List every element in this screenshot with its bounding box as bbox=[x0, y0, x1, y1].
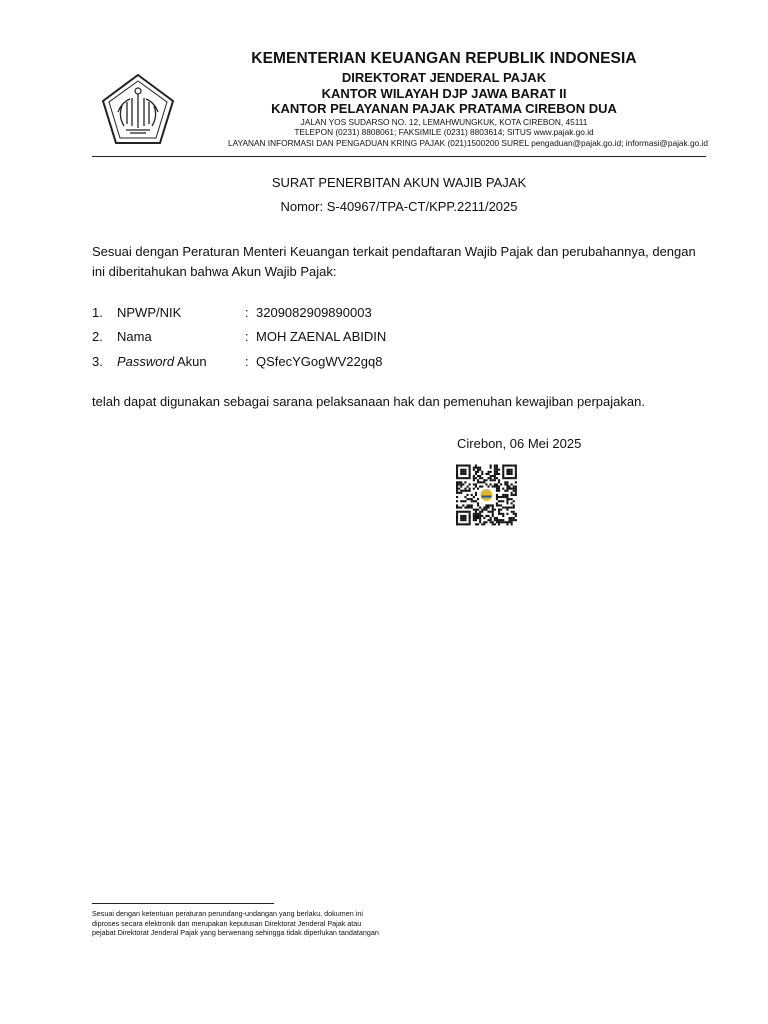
item-value: QSfecYGogWV22gq8 bbox=[256, 354, 383, 369]
letter-title: SURAT PENERBITAN AKUN WAJIB PAJAK bbox=[271, 175, 527, 190]
header-service-info: LAYANAN INFORMASI DAN PENGADUAN KRING PAJAK (021)1500200 SUREL pengaduan@pajak.go.id; informasi@pajak.go.id bbox=[228, 138, 708, 148]
qr-code-icon bbox=[455, 464, 519, 526]
item-colon: : bbox=[245, 329, 249, 344]
header-directorate: DIREKTORAT JENDERAL PAJAK bbox=[341, 70, 547, 85]
footnote-line: diproses secara elektronik dan merupakan keputusan Direktorat Jenderal Pajak atau bbox=[92, 918, 362, 928]
header-service-office: KANTOR PELAYANAN PAJAK PRATAMA CIREBON DUA bbox=[271, 101, 617, 116]
footnote bbox=[92, 909, 432, 938]
item-number: 3. bbox=[92, 354, 103, 369]
header-contact: TELEPON (0231) 8808061; FAKSIMILE (0231) 8803614; SITUS www.pajak.go.id bbox=[294, 127, 594, 137]
footnote-line: pejabat Direktorat Jenderal Pajak yang berwenang sehingga tidak diperlukan tandatangan bbox=[92, 928, 379, 937]
item-label: NPWP/NIK bbox=[117, 305, 182, 320]
footnote-line: Sesuai dengan ketentuan peraturan perundang-undangan yang berlaku, dokumen ini bbox=[92, 909, 363, 918]
intro-paragraph: Sesuai dengan Peraturan Menteri Keuangan terkait pendaftaran Wajib Pajak dan perubahannya, dengan ini diberitahukan bahwa Akun Wajib Pajak: bbox=[92, 244, 696, 279]
letter-number: Nomor: S-40967/TPA-CT/KPP.2211/2025 bbox=[280, 199, 518, 214]
item-number: 1. bbox=[92, 305, 103, 320]
item-colon: : bbox=[245, 305, 249, 320]
item-value: 3209082909890003 bbox=[256, 305, 372, 320]
header-address: JALAN YOS SUDARSO NO. 12, LEMAHWUNGKUK, KOTA CIREBON, 45111 bbox=[300, 117, 588, 127]
place-date: Cirebon, 06 Mei 2025 bbox=[457, 436, 582, 451]
ministry-logo-icon bbox=[100, 72, 176, 148]
item-colon: : bbox=[245, 354, 249, 369]
item-label: Nama bbox=[117, 329, 152, 344]
item-label: Password Akun bbox=[117, 354, 207, 369]
item-number: 2. bbox=[92, 329, 103, 344]
item-value: MOH ZAENAL ABIDIN bbox=[256, 329, 387, 344]
footnote-divider bbox=[92, 903, 274, 904]
header-regional-office: KANTOR WILAYAH DJP JAWA BARAT II bbox=[321, 86, 567, 101]
header-divider bbox=[92, 156, 706, 157]
header-ministry: KEMENTERIAN KEUANGAN REPUBLIK INDONESIA bbox=[251, 50, 637, 67]
closing-paragraph: telah dapat digunakan sebagai sarana pelaksanaan hak dan pemenuhan kewajiban perpajakan. bbox=[92, 394, 645, 409]
